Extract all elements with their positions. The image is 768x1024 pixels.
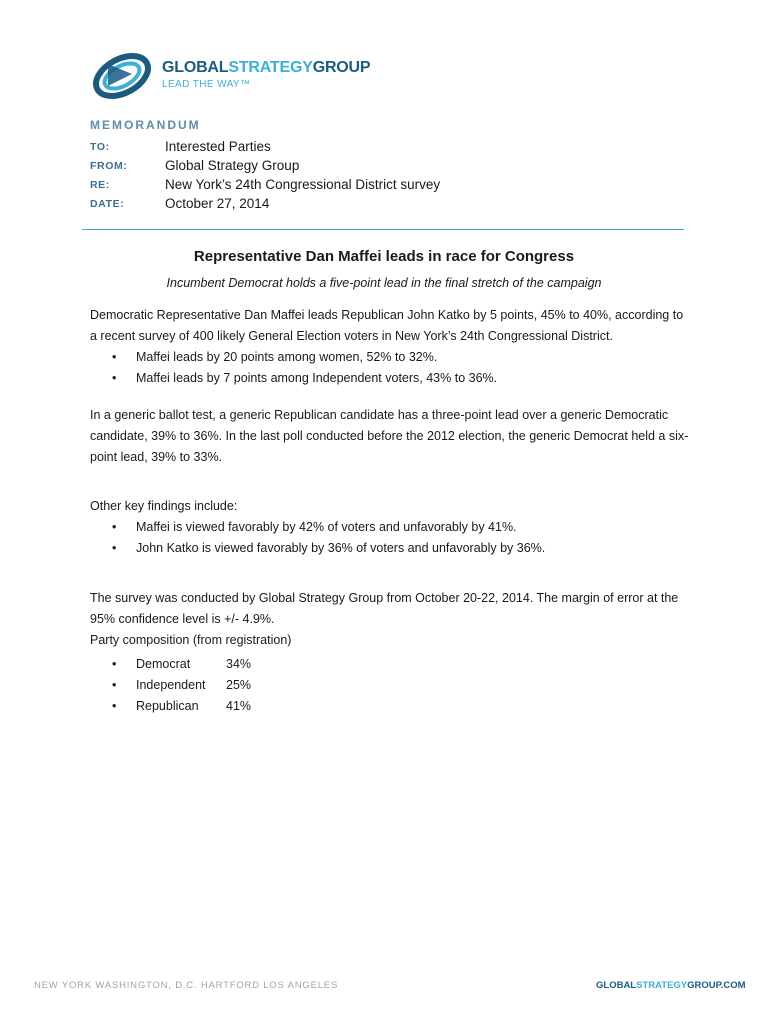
paragraph-generic-ballot: In a generic ballot test, a generic Republican candidate has a three-point lead over a generic Democratic candidate, 39% to 36%. In the last poll conducted before the 2012 election, the generic Democrat held a six-point lead, 39% to 33%. [90,408,689,464]
party-composition-heading: Party composition (from registration) [90,633,292,647]
company-logo [88,44,378,104]
paragraph-methodology: The survey was conducted by Global Strategy Group from October 20-22, 2014. The margin of error at the 95% confidence level is +/- 4.9%. [90,591,679,626]
memo-value-to: Interested Parties [165,139,271,154]
bullet-icon: • [112,699,117,713]
footer-site-global: GLOBAL [596,980,637,991]
logo-name-group: GROUP [312,59,371,76]
bullet-text: Maffei leads by 7 points among Independent voters, 43% to 36%. [136,371,498,385]
bullet-text: Maffei is viewed favorably by 42% of voters and unfavorably by 41%. [136,520,517,534]
footer-website-link[interactable] [596,980,746,991]
memo-label-to: TO: [90,141,110,153]
party-name: Republican [136,699,199,713]
paragraph-findings-intro: Other key findings include: [90,499,238,513]
memo-value-re: New York’s 24th Congressional District survey [165,177,441,192]
logo-name [162,59,370,77]
logo-name-global: GLOBAL [162,59,229,76]
document-subtitle: Incumbent Democrat holds a five-point lead in the final stretch of the campaign [166,276,602,290]
bullet-text: Maffei leads by 20 points among women, 52% to 32%. [136,350,438,364]
memo-label-re: RE: [90,179,110,191]
bullet-icon: • [112,657,117,671]
footer-site-group: GROUP.COM [687,980,746,991]
party-name: Independent [136,678,206,692]
paragraph-lead: Democratic Representative Dan Maffei leads Republican John Katko by 5 points, 45% to 40%, according to a recent survey of 400 likely General Election voters in New York’s 24th Congressional District. [90,308,684,343]
bullet-icon: • [112,520,117,534]
party-value: 25% [226,678,252,692]
logo-tagline: LEAD THE WAY™ [162,79,251,90]
bullet-icon: • [112,371,117,385]
footer-office-locations: NEW YORK WASHINGTON, D.C. HARTFORD LOS ANGELES [34,980,339,991]
logo-swoosh-icon [88,44,158,104]
bullet-text: John Katko is viewed favorably by 36% of voters and unfavorably by 36%. [136,541,546,555]
bullet-icon: • [112,678,117,692]
memo-label-from: FROM: [90,160,128,172]
bullet-icon: • [112,541,117,555]
logo-name-strategy: STRATEGY [228,59,313,76]
footer-site-strategy: STRATEGY [636,980,688,991]
party-name: Democrat [136,657,191,671]
party-value: 41% [226,699,252,713]
document-title: Representative Dan Maffei leads in race for Congress [193,248,575,265]
memo-label-date: DATE: [90,198,125,210]
memo-value-date: October 27, 2014 [165,196,270,211]
header-divider [82,229,684,230]
party-value: 34% [226,657,252,671]
bullet-icon: • [112,350,117,364]
memo-value-from: Global Strategy Group [165,158,300,173]
memo-heading: MEMORANDUM [90,118,201,132]
